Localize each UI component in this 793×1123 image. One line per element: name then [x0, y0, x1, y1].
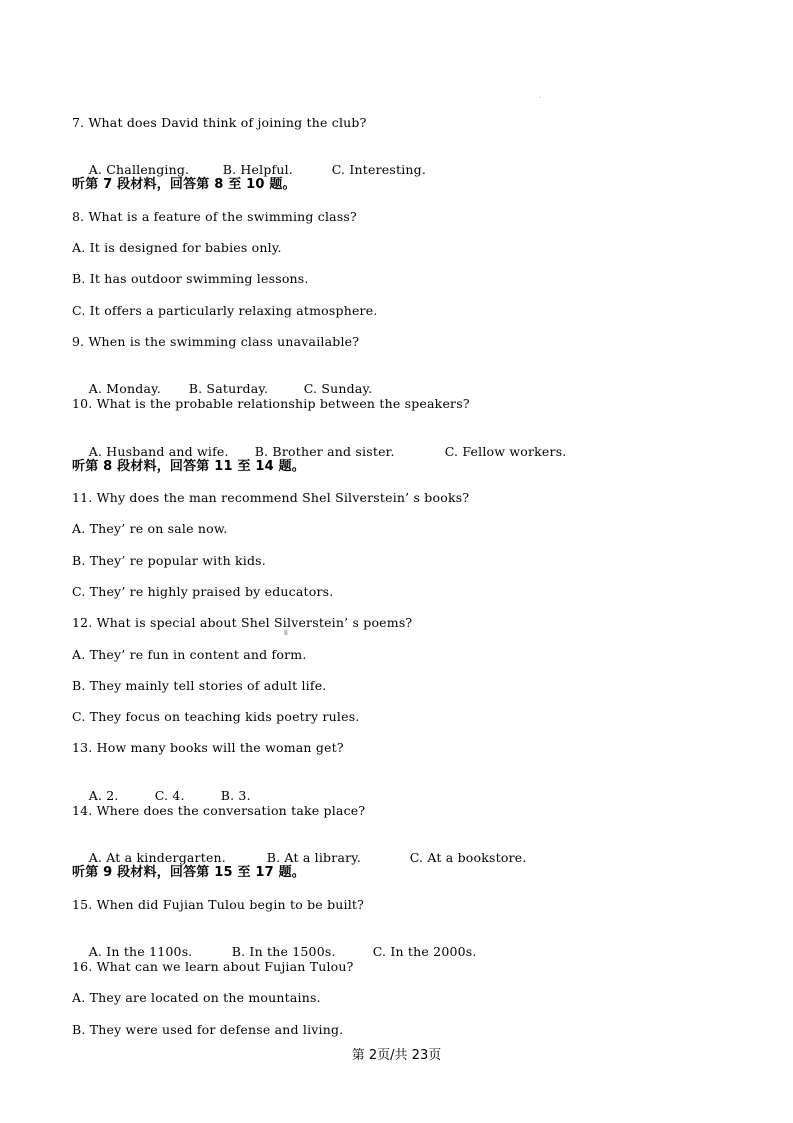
- question-15: 15. When did Fujian Tulou begin to be built?: [72, 897, 365, 912]
- option: B. In the 1500s.: [231, 944, 336, 959]
- option: C. In the 2000s.: [372, 944, 477, 959]
- option: B. Helpful.: [222, 162, 293, 177]
- question-8-option-b: B. It has outdoor swimming lessons.: [72, 271, 309, 286]
- option: A. In the 1100s.: [88, 944, 193, 959]
- question-8-option-a: A. It is designed for babies only.: [72, 240, 282, 255]
- scan-speck: ·: [539, 95, 541, 102]
- section-heading-7: 听第 7 段材料，回答第 8 至 10 题。: [72, 177, 296, 192]
- question-16-option-a: A. They are located on the mountains.: [72, 990, 321, 1005]
- option: A. Challenging.: [88, 162, 190, 177]
- question-16-option-b: B. They were used for defense and living.: [72, 1022, 344, 1037]
- section-heading-8: 听第 8 段材料，回答第 11 至 14 题。: [72, 459, 305, 474]
- scan-speck: 8: [284, 630, 288, 637]
- question-8-option-c: C. It offers a particularly relaxing atmosphere.: [72, 303, 378, 318]
- page-footer: 第 2页/共 23页: [351, 1048, 442, 1063]
- question-12-option-c: C. They focus on teaching kids poetry rules.: [72, 709, 360, 724]
- question-14: 14. Where does the conversation take place?: [72, 803, 366, 818]
- option: C. Interesting.: [331, 162, 427, 177]
- question-12-option-a: A. They’ re fun in content and form.: [72, 647, 307, 662]
- section-heading-9: 听第 9 段材料，回答第 15 至 17 题。: [72, 865, 305, 880]
- question-11-option-b: B. They’ re popular with kids.: [72, 553, 266, 568]
- option: B. 3.: [220, 788, 251, 803]
- option: A. Monday.: [88, 381, 161, 396]
- option: C. Sunday.: [303, 381, 373, 396]
- option: B. At a library.: [266, 850, 362, 865]
- question-12-option-b: B. They mainly tell stories of adult life.: [72, 678, 327, 693]
- question-11-option-c: C. They’ re highly praised by educators.: [72, 584, 334, 599]
- option: B. Saturday.: [188, 381, 269, 396]
- question-13: 13. How many books will the woman get?: [72, 740, 344, 755]
- option: C. Fellow workers.: [444, 444, 567, 459]
- option: A. At a kindergarten.: [88, 850, 226, 865]
- option: A. Husband and wife.: [88, 444, 229, 459]
- question-10: 10. What is the probable relationship between the speakers?: [72, 396, 470, 411]
- question-16: 16. What can we learn about Fujian Tulou?: [72, 959, 354, 974]
- question-9: 9. When is the swimming class unavailable?: [72, 334, 360, 349]
- option: C. At a bookstore.: [409, 850, 527, 865]
- option: B. Brother and sister.: [254, 444, 395, 459]
- option: C. 4.: [154, 788, 185, 803]
- question-12: 12. What is special about Shel Silverstein’ s poems?: [72, 615, 413, 630]
- question-7: 7. What does David think of joining the club?: [72, 115, 367, 130]
- option: A. 2.: [88, 788, 119, 803]
- question-11-option-a: A. They’ re on sale now.: [72, 521, 228, 536]
- question-11: 11. Why does the man recommend Shel Silverstein’ s books?: [72, 490, 470, 505]
- question-8: 8. What is a feature of the swimming class?: [72, 209, 357, 224]
